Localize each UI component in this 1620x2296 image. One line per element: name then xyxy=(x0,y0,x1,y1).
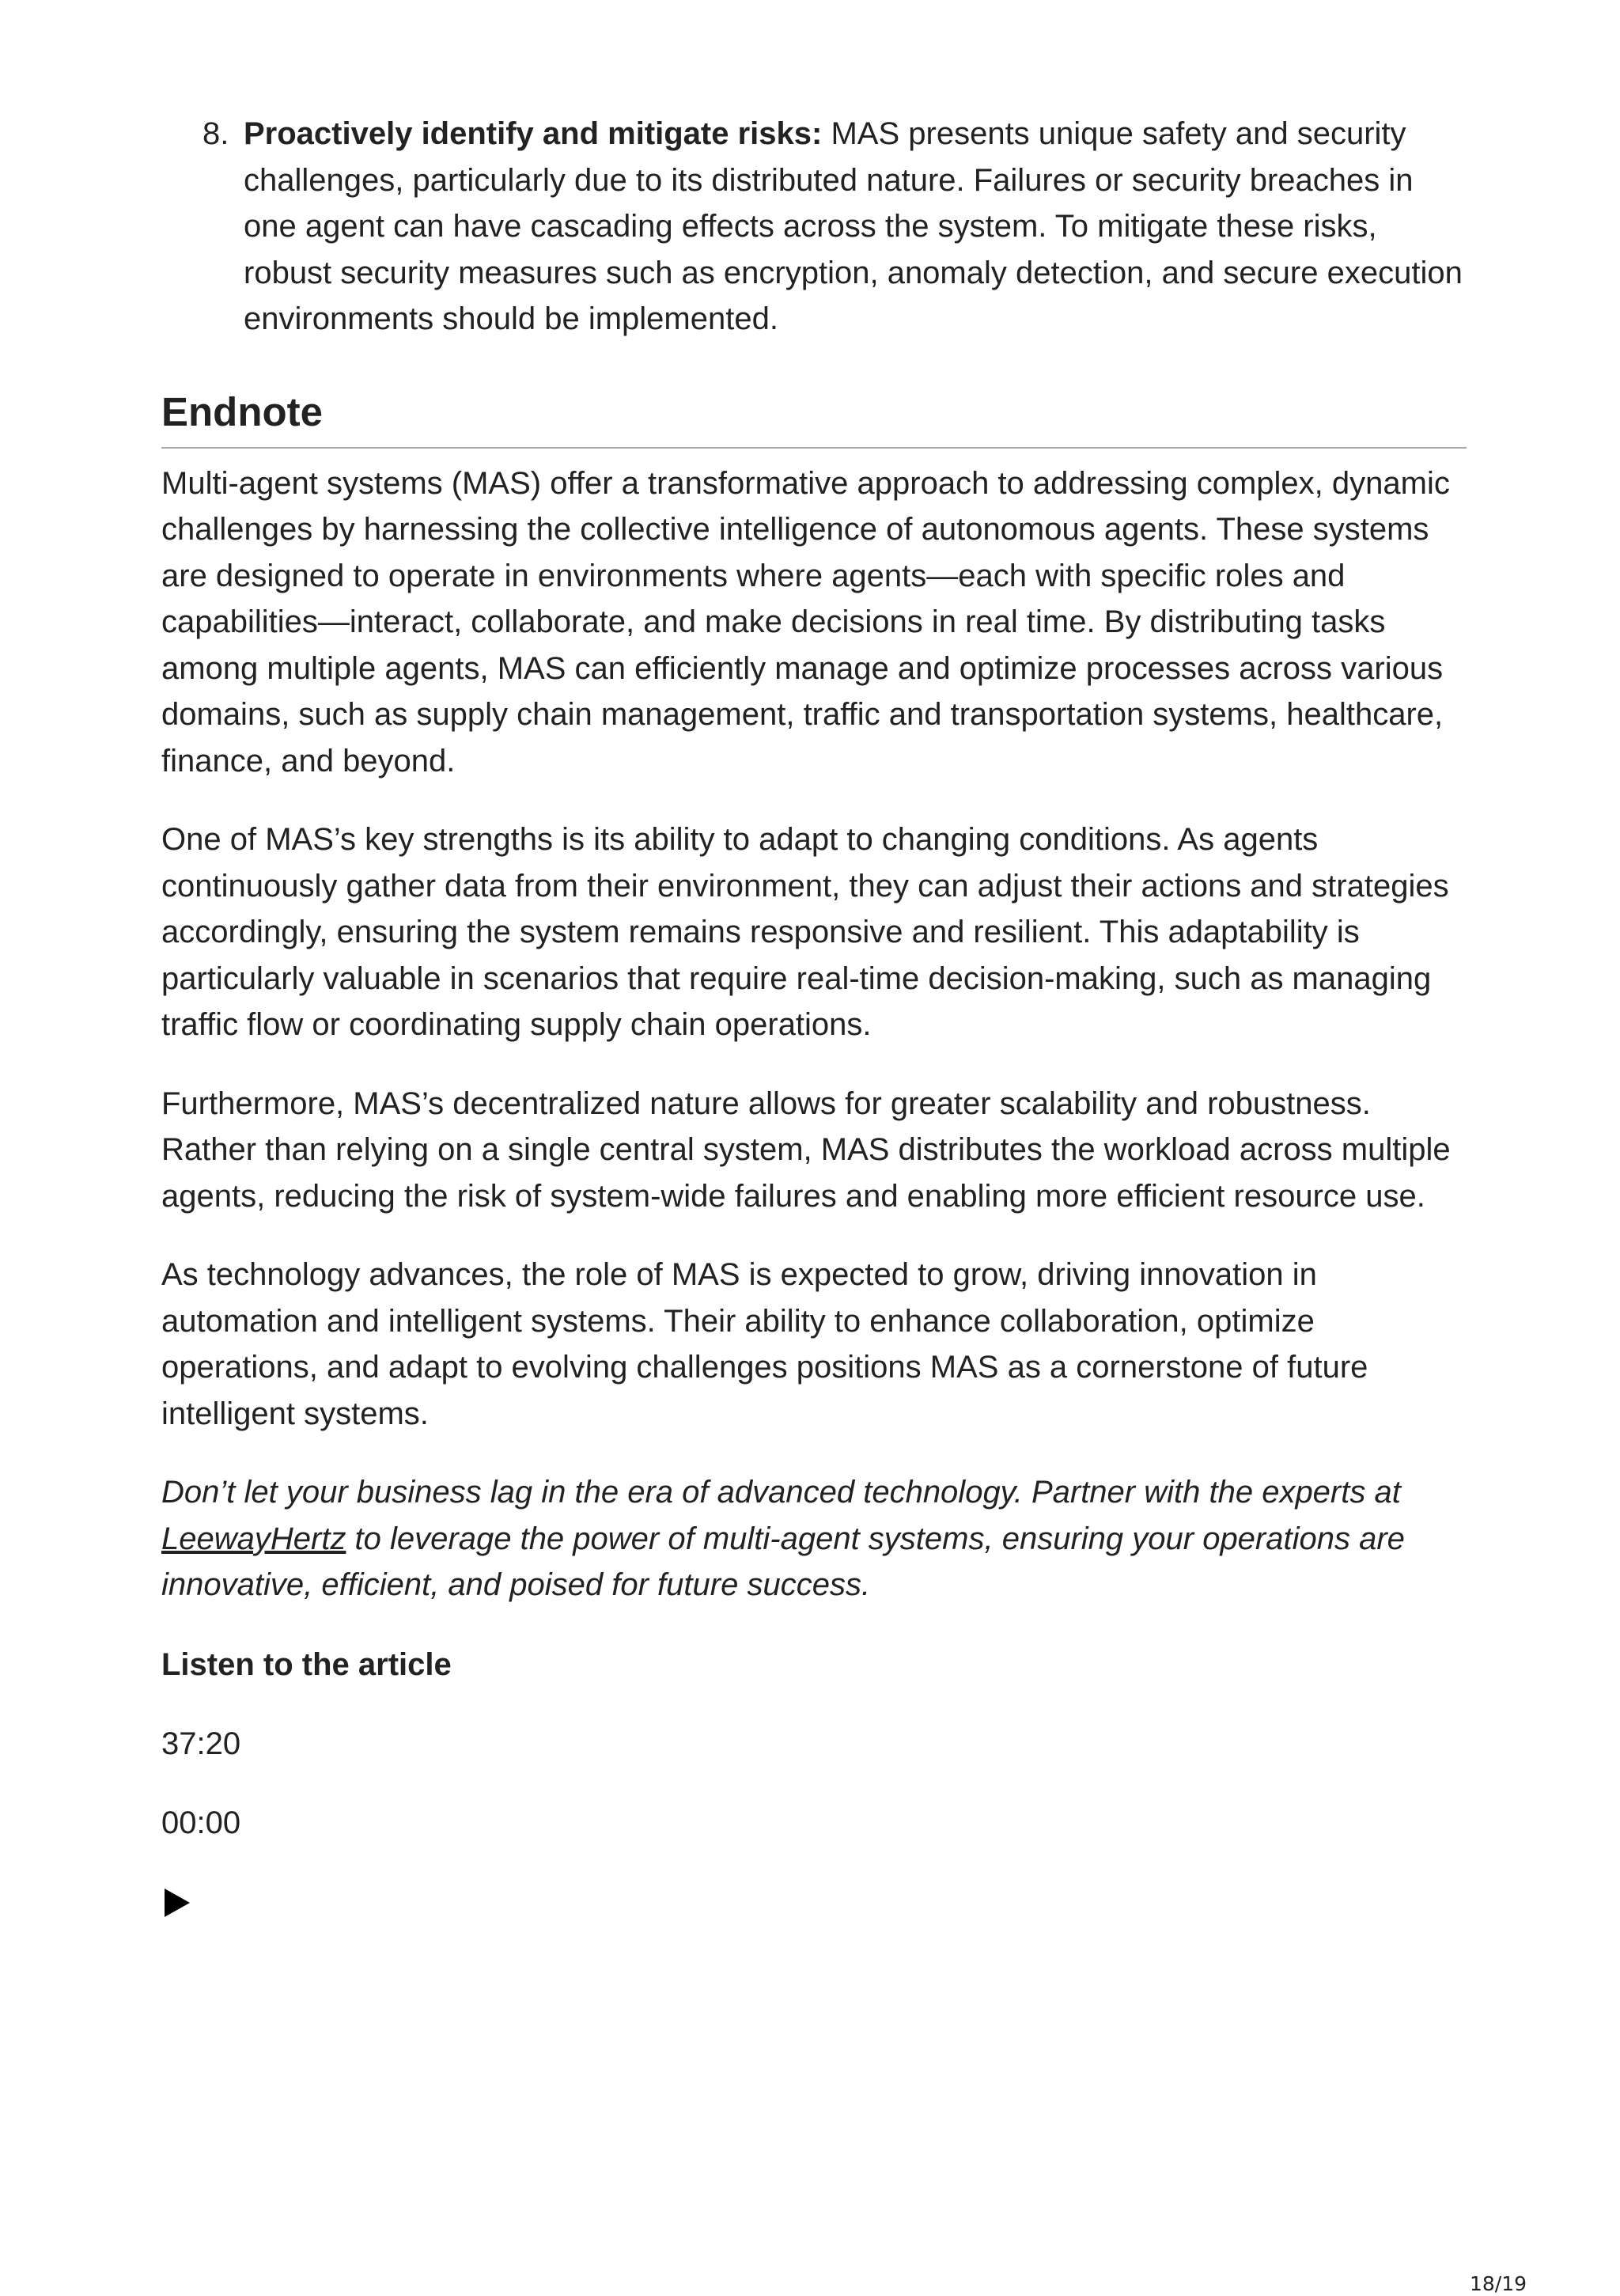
paragraph: One of MAS’s key strengths is its ability to adapt to changing conditions. As agents continuously gather data from their environment, they can adjust their actions and strategies accordingly, ensuring the system remains responsive and resilient. This adaptability is particularly valuable in scenarios that require real-time decision-making, such as managing traffic flow or coordinating supply chain operations. xyxy=(161,822,1449,1042)
list-item xyxy=(161,111,1467,343)
cta-text-before: Don’t let your business lag in the era of advanced technology. Partner with the experts at xyxy=(161,1475,1401,1510)
list-item-lead: Proactively identify and mitigate risks: xyxy=(244,116,823,151)
page-number: 18/19 xyxy=(1469,2272,1527,2295)
section-heading: Endnote xyxy=(161,388,1467,449)
cta-text-after: to leverage the power of multi-agent systems, ensuring your operations are innovative, efficient, and poised for future success. xyxy=(161,1521,1405,1602)
audio-current-time: 00:00 xyxy=(161,1805,241,1840)
leewayhertz-link[interactable]: LeewayHertz xyxy=(161,1521,346,1556)
audio-duration: 37:20 xyxy=(161,1726,241,1761)
paragraph: As technology advances, the role of MAS is expected to grow, driving innovation in automation and intelligent systems. Their ability to enhance collaboration, optimize operations, and adapt to evolving challenges positions MAS as a cornerstone of future intelligent systems. xyxy=(161,1257,1368,1431)
paragraph: Multi-agent systems (MAS) offer a transformative approach to addressing complex, dynamic challenges by harnessing the collective intelligence of autonomous agents. These systems are designed to operate in environments where agents—each with specific roles and capabilities—interact, collaborate, and make decisions in real time. By distributing tasks among multiple agents, MAS can efficiently manage and optimize processes across various domains, such as supply chain management, traffic and transportation systems, healthcare, finance, and beyond. xyxy=(161,465,1450,779)
paragraph: Furthermore, MAS’s decentralized nature allows for greater scalability and robustness. Rather than relying on a single central system, MAS distributes the workload across multiple agents, reducing the risk of system-wide failures and enabling more efficient resource use. xyxy=(161,1085,1451,1214)
document-page xyxy=(161,111,1467,1920)
listen-label: Listen to the article xyxy=(161,1646,452,1682)
list-item-text: MAS presents unique safety and security challenges, particularly due to its distributed nature. Failures or security breaches in one agent can have cascading effects across the system. To mitigate these risks, robust security measures such as encryption, anomaly detection, and secure execution environments should be implemented. xyxy=(244,116,1463,336)
call-to-action xyxy=(161,1469,1467,1608)
play-icon[interactable] xyxy=(161,1885,193,1920)
list-item-number: 8. xyxy=(202,116,229,151)
numbered-list xyxy=(161,111,1467,343)
